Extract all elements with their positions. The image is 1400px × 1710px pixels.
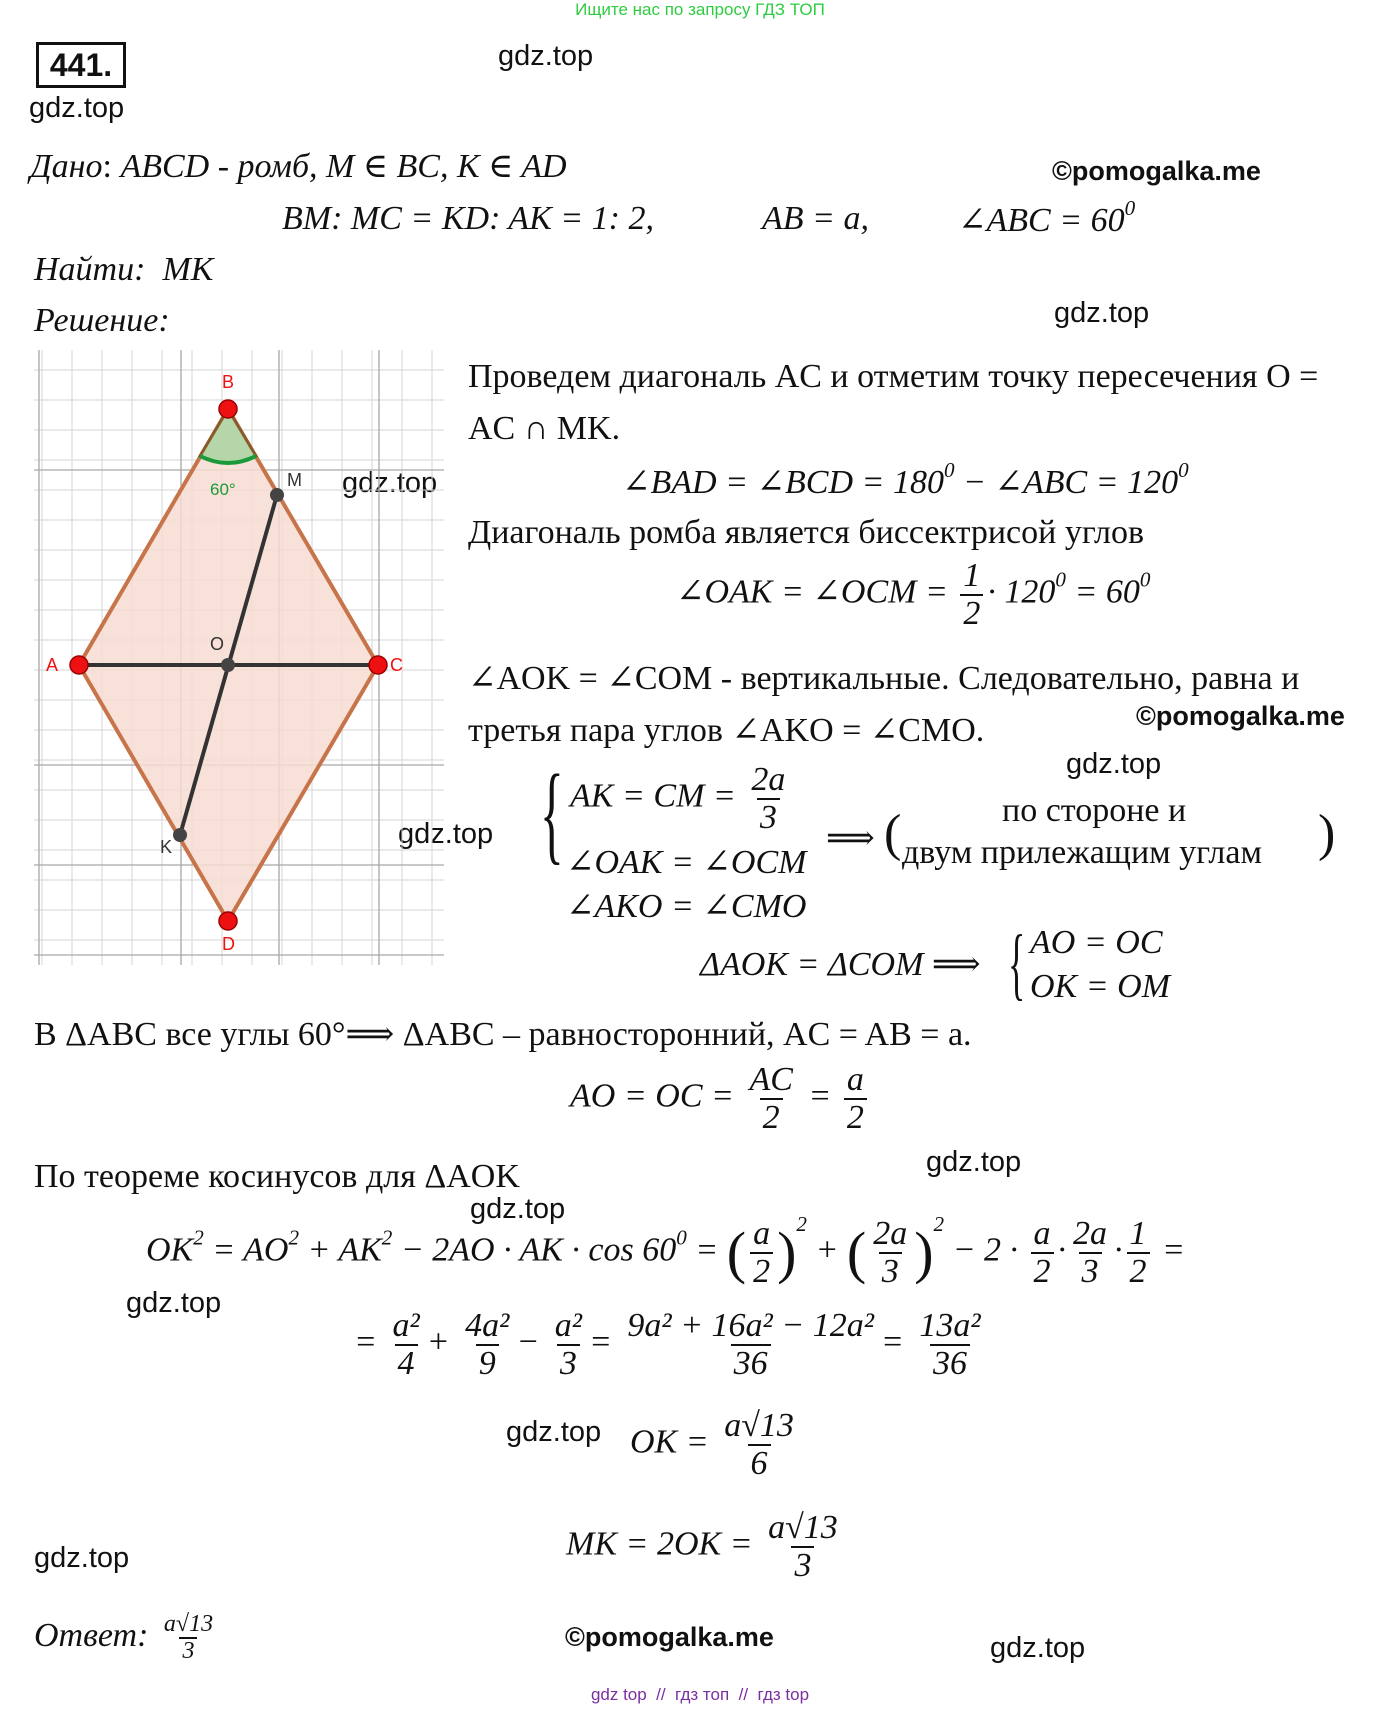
sup: 0 — [676, 1225, 687, 1250]
given-angle — [958, 196, 1135, 240]
num: 2a — [751, 761, 786, 798]
eq5-d: − 2AO · AK · cos 60 — [392, 1231, 677, 1269]
p3a: ∠AOK = ∠COM - вертикальные. Следовательно, равна и — [468, 660, 1300, 697]
point-c — [369, 656, 387, 674]
den: 6 — [748, 1444, 771, 1482]
watermark: gdz.top — [926, 1146, 1022, 1178]
implies-arrow: ⟹ — [826, 820, 875, 857]
watermark: gdz.top — [29, 92, 125, 124]
point-b — [219, 400, 237, 418]
copyright: ©pomogalka.me — [1052, 156, 1261, 186]
num: a — [846, 1061, 864, 1098]
eq6: = $\frac{\text{a²}}{4}$ + $\frac{\text{4a²}}{9}$ − $\frac{\text{a²}}{3}$ = $\frac{\text{9a² + 16a² − 12a²}}{36}$ = $\frac{\text{13a²}}{36}$ — [354, 1308, 988, 1381]
reason-paren-left: ( — [884, 805, 902, 862]
eq1-b: − ∠ABC = 120 — [954, 463, 1179, 501]
watermark: gdz.top — [34, 1542, 130, 1574]
sys1-a: AK = CM = — [570, 777, 736, 815]
eq6-start: = — [354, 1323, 377, 1361]
eq5-b: = AO — [203, 1231, 289, 1269]
den: 3 — [879, 1252, 902, 1290]
copyright: ©pomogalka.me — [565, 1622, 774, 1652]
given-line1: Дано: ABCD - ромб, M ∈ BC, K ∈ AD — [30, 148, 567, 185]
watermark: gdz.top — [398, 818, 494, 850]
den: 3 — [1079, 1252, 1102, 1290]
fraction — [389, 1308, 422, 1381]
problem-number: 441. — [36, 42, 126, 88]
system-1 — [570, 762, 792, 835]
den: 9 — [476, 1344, 499, 1382]
num: a√13 — [163, 1611, 214, 1637]
fraction — [748, 762, 788, 835]
angle-label: 60° — [210, 480, 236, 499]
eq5-a: OK — [146, 1231, 194, 1269]
eq2-c: = 60 — [1065, 573, 1140, 611]
eq3b2: OK = OM — [1030, 968, 1171, 1005]
solution-label: Решение: — [34, 302, 170, 339]
footer-links[interactable]: gdz top // гдз топ // гдз top — [590, 1685, 810, 1704]
num: 2a — [873, 1215, 908, 1253]
num: a√13 — [768, 1509, 838, 1546]
den: 2 — [760, 1098, 783, 1136]
den: 2 — [1127, 1252, 1150, 1290]
label-o: O — [210, 634, 225, 654]
eq5-e: = — [686, 1231, 719, 1269]
den: 4 — [395, 1344, 418, 1382]
den: 3 — [757, 798, 780, 836]
fraction — [161, 1612, 216, 1664]
label-m: M — [287, 470, 302, 490]
num: a — [1033, 1215, 1051, 1253]
p1a: Проведем диагональ AC и отметим точку пересечения O = — [468, 358, 1319, 395]
point-m — [270, 488, 284, 502]
rhombus-figure — [34, 350, 444, 965]
fraction — [552, 1308, 585, 1381]
given-label: Дано — [30, 148, 103, 185]
eq1 — [622, 458, 1189, 502]
watermark: gdz.top — [1066, 748, 1162, 780]
sup: 0 — [1139, 567, 1151, 592]
num: a² — [554, 1307, 582, 1344]
den: 3 — [557, 1344, 580, 1382]
eq3a: ΔAOK = ΔCOM ⟹ — [700, 946, 981, 983]
p2: Диагональ ромба является биссектрисой углов — [468, 514, 1145, 551]
fraction — [765, 1510, 841, 1583]
watermark: gdz.top — [990, 1632, 1086, 1664]
given-angle-value: ∠ABC = 60 — [958, 201, 1125, 239]
given-side: AB = a, — [762, 200, 869, 237]
given-ratio: BM: MC = KD: AK = 1: 2, — [282, 200, 655, 237]
label-c: C — [390, 655, 403, 675]
eq7 — [630, 1408, 801, 1481]
eq4-eq: = — [808, 1077, 832, 1115]
fraction — [721, 1408, 797, 1481]
eq1-a: ∠BAD = ∠BCD = 180 — [622, 463, 944, 501]
reason-paren-right: ) — [1318, 805, 1336, 862]
fraction — [750, 1216, 773, 1289]
den: 3 — [179, 1637, 197, 1664]
system-3: ∠AKO = ∠CMO — [566, 888, 807, 925]
num: 9a² + 16a² − 12a² — [627, 1307, 874, 1344]
eq4-a: AO = OC = — [570, 1077, 734, 1115]
eq7-a: OK = — [630, 1423, 709, 1461]
fraction — [746, 1062, 795, 1135]
den: 2 — [1031, 1252, 1054, 1290]
den: 36 — [930, 1344, 970, 1382]
fraction — [844, 1062, 867, 1135]
num: 1 — [1129, 1215, 1147, 1253]
den: 2 — [960, 594, 983, 632]
sup: 2 — [288, 1225, 299, 1250]
p3b: третья пара углов ∠AKO = ∠CMO. — [468, 712, 985, 749]
fraction — [462, 1308, 512, 1381]
point-d — [219, 912, 237, 930]
label-d: D — [222, 934, 235, 954]
eq5-c: + AK — [298, 1231, 382, 1269]
sup: 0 — [943, 458, 955, 482]
fraction — [624, 1308, 876, 1381]
watermark: gdz.top — [1054, 297, 1150, 329]
degree-sup: 0 — [1124, 196, 1136, 220]
eq5-minus: − 2 · — [952, 1231, 1019, 1269]
find-label: Найти — [34, 251, 135, 288]
point-a — [70, 656, 88, 674]
eq5-end: = — [1162, 1231, 1185, 1269]
sup: 0 — [1178, 458, 1189, 482]
watermark: gdz.top — [470, 1193, 566, 1225]
sup: 2 — [381, 1225, 393, 1250]
fraction — [1031, 1216, 1054, 1289]
watermark: gdz.top — [126, 1287, 222, 1319]
fraction — [870, 1216, 910, 1289]
watermark: gdz.top — [506, 1416, 602, 1448]
sup: 2 — [193, 1225, 204, 1250]
answer-label: Ответ: — [34, 1616, 149, 1654]
system-brace: { — [540, 752, 564, 874]
p1b: AC ∩ MK. — [468, 410, 621, 447]
fraction — [1070, 1216, 1110, 1289]
sup: 0 — [1055, 567, 1066, 592]
fraction — [916, 1308, 983, 1381]
label-k: K — [160, 837, 173, 857]
eq8 — [566, 1510, 845, 1583]
fraction — [1127, 1216, 1150, 1289]
reason2: двум прилежащим углам — [902, 834, 1262, 871]
num: a² — [392, 1307, 420, 1344]
label-b: B — [222, 372, 235, 392]
num: 1 — [963, 557, 981, 594]
eq5: $OK^2 = AO^2 + AK^2 - 2AO$ · AK · $\cos 60^0$ = ( $\frac{a}{2}$ )$^2$ + ( $\frac{2a}{3}$ )$^2$ − 2 · $\frac{a}{2}$ · $\frac{2a}{3}$ · $\frac{1}{2}$ = — [146, 1212, 1185, 1290]
fraction — [960, 558, 983, 631]
num: 13a² — [919, 1307, 981, 1344]
system-2: ∠OAK = ∠OCM — [566, 844, 807, 881]
p5: По теореме косинусов для ΔAOK — [34, 1158, 520, 1195]
given-conditions: ABCD - ромб, M ∈ BC, K ∈ AD — [120, 148, 567, 185]
num: 2a — [1073, 1215, 1108, 1253]
eq3b1: AO = OC — [1030, 924, 1163, 961]
point-k — [173, 828, 187, 842]
find-line: Найти: MK — [34, 251, 214, 288]
answer — [34, 1612, 220, 1664]
num: a√13 — [724, 1407, 794, 1444]
top-banner[interactable]: Ищите нас по запросу ГДЗ ТОП — [575, 0, 825, 19]
label-a: A — [46, 655, 59, 675]
den: 3 — [791, 1546, 814, 1584]
copyright: ©pomogalka.me — [1136, 701, 1345, 731]
watermark: gdz.top — [342, 467, 438, 499]
num: a — [753, 1215, 771, 1253]
solution-label-text: Решение — [34, 302, 159, 339]
eq3-brace: { — [1008, 920, 1026, 1008]
eq2 — [676, 558, 1150, 631]
watermark: gdz.top — [498, 40, 594, 72]
eq8-a: MK = 2OK = — [566, 1525, 753, 1563]
eq2-a: ∠OAK = ∠OCM = — [676, 573, 948, 611]
sup: 2 — [933, 1212, 945, 1236]
den: 2 — [844, 1098, 867, 1136]
den: 36 — [731, 1344, 771, 1382]
eq4 — [570, 1062, 871, 1135]
num: AC — [749, 1061, 793, 1098]
num: 4a² — [465, 1307, 510, 1344]
reason1: по стороне и — [1002, 792, 1187, 829]
sup: 2 — [796, 1212, 807, 1236]
point-o — [221, 658, 235, 672]
eq2-b: · 120 — [987, 573, 1056, 611]
p4: В ΔABC все углы 60°⟹ ΔABC – равносторонний, AC = AB = a. — [34, 1016, 972, 1053]
find-value: MK — [162, 251, 214, 288]
den: 2 — [750, 1252, 773, 1290]
